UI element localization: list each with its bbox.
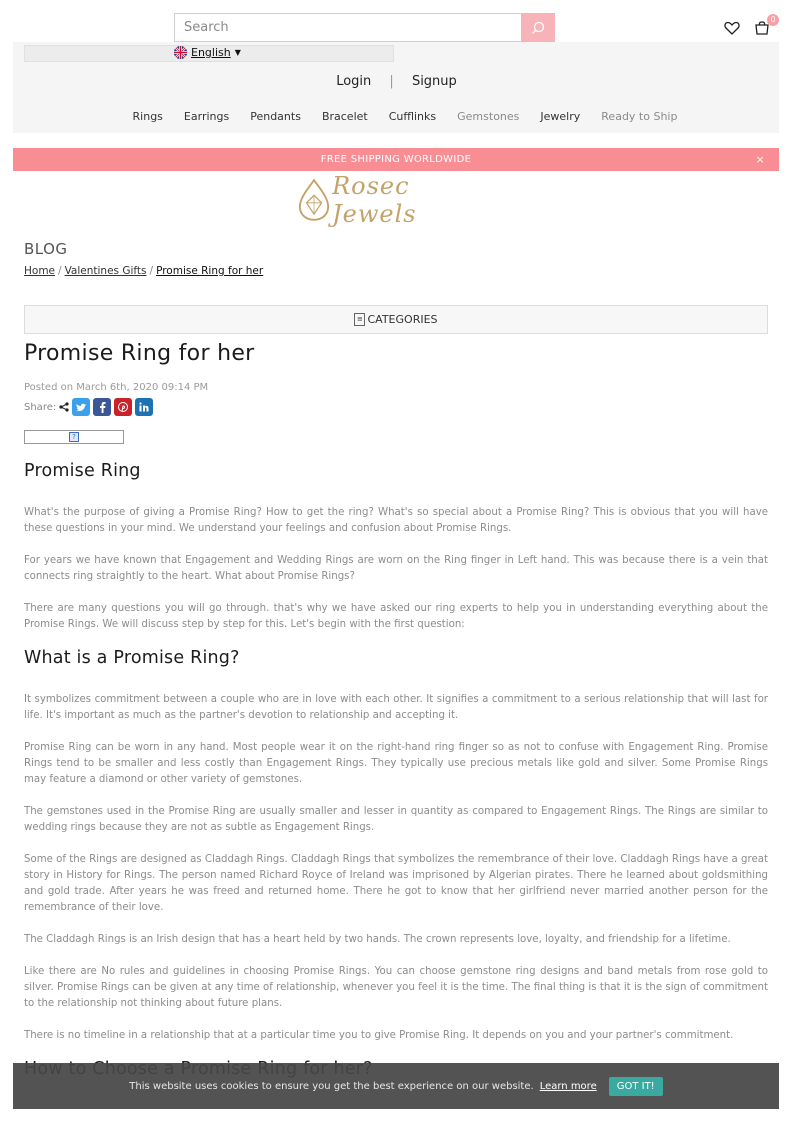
cookie-accept-button[interactable]: GOT IT! — [609, 1077, 663, 1096]
search-icon — [531, 21, 545, 35]
language-label: English — [191, 46, 231, 59]
article-paragraph: Some of the Rings are designed as Claddagh Rings. Claddagh Rings that symbolizes the remembrance of their love. Claddagh Rings have a great story in History for Rings. The person named Richard Royce of Ireland was imprisoned by Algerian pirates. There he learned about goldsmithing and gold trade. After years he was freed and returned home. There he got to know that her girlfriend never married another person for the remembrance of their love. — [24, 854, 768, 913]
nav-item-earrings[interactable]: Earrings — [183, 110, 230, 123]
section-heading: Promise Ring — [24, 461, 141, 481]
logo-text: Rosec Jewels — [332, 172, 417, 228]
heart-icon — [724, 21, 740, 35]
broken-image-icon: ? — [69, 432, 79, 442]
main-nav — [0, 110, 793, 123]
post-date: Posted on March 6th, 2020 09:14 PM — [24, 382, 209, 393]
cart-button[interactable] — [752, 15, 776, 37]
linkedin-icon — [139, 402, 149, 412]
pinterest-share-button[interactable] — [114, 398, 132, 416]
uk-flag-icon — [174, 46, 187, 59]
article-paragraph: What's the purpose of giving a Promise Ring? How to get the ring? What's so special about a Promise Ring? This is obvious that you will have these questions in your mind. We understand your feelings and confusion about Promise Rings. — [24, 507, 768, 534]
breadcrumb-category[interactable]: Valentines Gifts — [64, 265, 147, 277]
promo-close-button[interactable]: × — [755, 153, 765, 166]
share-icon — [59, 402, 69, 412]
facebook-icon — [99, 402, 106, 413]
facebook-share-button[interactable] — [93, 398, 111, 416]
caret-down-icon: ▼ — [234, 48, 241, 57]
twitter-icon — [76, 403, 87, 412]
breadcrumb-separator: / — [58, 265, 62, 277]
nav-item-pendants[interactable]: Pendants — [250, 110, 301, 123]
pinterest-icon — [118, 402, 128, 412]
nav-item-gemstones[interactable]: Gemstones — [457, 110, 520, 123]
cookie-text: This website uses cookies to ensure you get the best experience on our website. — [129, 1080, 534, 1092]
post-image-placeholder — [24, 430, 124, 444]
search-box — [174, 13, 555, 42]
breadcrumb-separator: / — [149, 265, 154, 277]
article-paragraph: It symbolizes commitment between a couple who are in love with each other. It signifies a commitment to a serious relationship that will last for life. It's important as much as the partner's devotion to relationship and accepting it. — [24, 694, 768, 721]
section-heading: What is a Promise Ring? — [24, 648, 240, 668]
section-label: BLOG — [24, 240, 68, 258]
cookie-banner — [13, 1063, 779, 1109]
diamond-drop-logo-icon — [298, 177, 330, 223]
search-input[interactable] — [175, 14, 521, 41]
nav-item-ready-to-ship[interactable]: Ready to Ship — [601, 110, 678, 123]
twitter-share-button[interactable] — [72, 398, 90, 416]
list-icon: ≡ — [354, 313, 365, 326]
categories-toggle[interactable] — [24, 305, 768, 334]
auth-separator: | — [389, 74, 394, 89]
breadcrumb — [24, 265, 263, 277]
wishlist-button[interactable] — [722, 19, 742, 37]
article-paragraph: Promise Ring can be worn in any hand. Most people wear it on the right-hand ring finger so as not to confuse with Engagement Ring. Promise Rings tend to be smaller and less costly than Engagement Rings. They typically use precious metals like gold and silver. Some Promise Rings may feature a diamond or other variety of gemstones. — [24, 742, 768, 785]
promo-text: FREE SHIPPING WORLDWIDE — [320, 154, 472, 165]
cookie-learn-more-link[interactable]: Learn more — [539, 1080, 597, 1092]
article-paragraph: The Claddagh Rings is an Irish design that has a heart held by two hands. The crown represents love, loyalty, and friendship for a lifetime. — [24, 934, 731, 945]
article-paragraph: There are many questions you will go through. that's why we have asked our ring experts to help you in understanding everything about the Promise Rings. We will discuss step by step for this. Let's begin with the first question: — [24, 603, 768, 630]
share-label: Share: — [24, 401, 57, 413]
nav-item-cufflinks[interactable]: Cufflinks — [388, 110, 437, 123]
nav-item-rings[interactable]: Rings — [132, 110, 163, 123]
categories-label: CATEGORIES — [367, 313, 438, 326]
article-paragraph: The gemstones used in the Promise Ring are usually smaller and lesser in quantity as compared to Engagement Rings. The Rings are similar to wedding rings because they are not as subtle as Engagement Rings. — [24, 806, 768, 833]
search-button[interactable] — [521, 13, 555, 42]
breadcrumb-home[interactable]: Home — [24, 265, 56, 277]
language-selector[interactable] — [174, 46, 241, 59]
site-logo[interactable] — [298, 172, 493, 228]
nav-item-bracelet[interactable]: Bracelet — [321, 110, 368, 123]
article-paragraph: For years we have known that Engagement and Wedding Rings are worn on the Ring finger in Left hand. This was because there is a vein that connects ring straightly to the heart. What about Promise Rings? — [24, 555, 768, 582]
promo-banner — [13, 148, 779, 171]
article-paragraph: Like there are No rules and guidelines in choosing Promise Rings. You can choose gemstone ring designs and band metals from rose gold to silver. Promise Rings can be given at any time of relationship, whenever you feel it is the time. The final thing is that it is the sign of commitment to the relationship not thinking about future plans. — [24, 966, 768, 1009]
login-link[interactable]: Login — [336, 74, 372, 89]
breadcrumb-current[interactable]: Promise Ring for her — [156, 265, 264, 277]
nav-item-jewelry[interactable]: Jewelry — [540, 110, 581, 123]
signup-link[interactable]: Signup — [411, 74, 457, 89]
share-bar — [24, 398, 153, 416]
auth-links — [0, 74, 793, 89]
article-paragraph: There is no timeline in a relationship that at a particular time you to give Promise Ring. It depends on you and your partner's commitment. — [24, 1030, 734, 1041]
post-title: Promise Ring for her — [24, 341, 255, 366]
top-bar — [0, 0, 793, 42]
linkedin-share-button[interactable] — [135, 398, 153, 416]
cart-count-badge: 0 — [767, 14, 779, 26]
